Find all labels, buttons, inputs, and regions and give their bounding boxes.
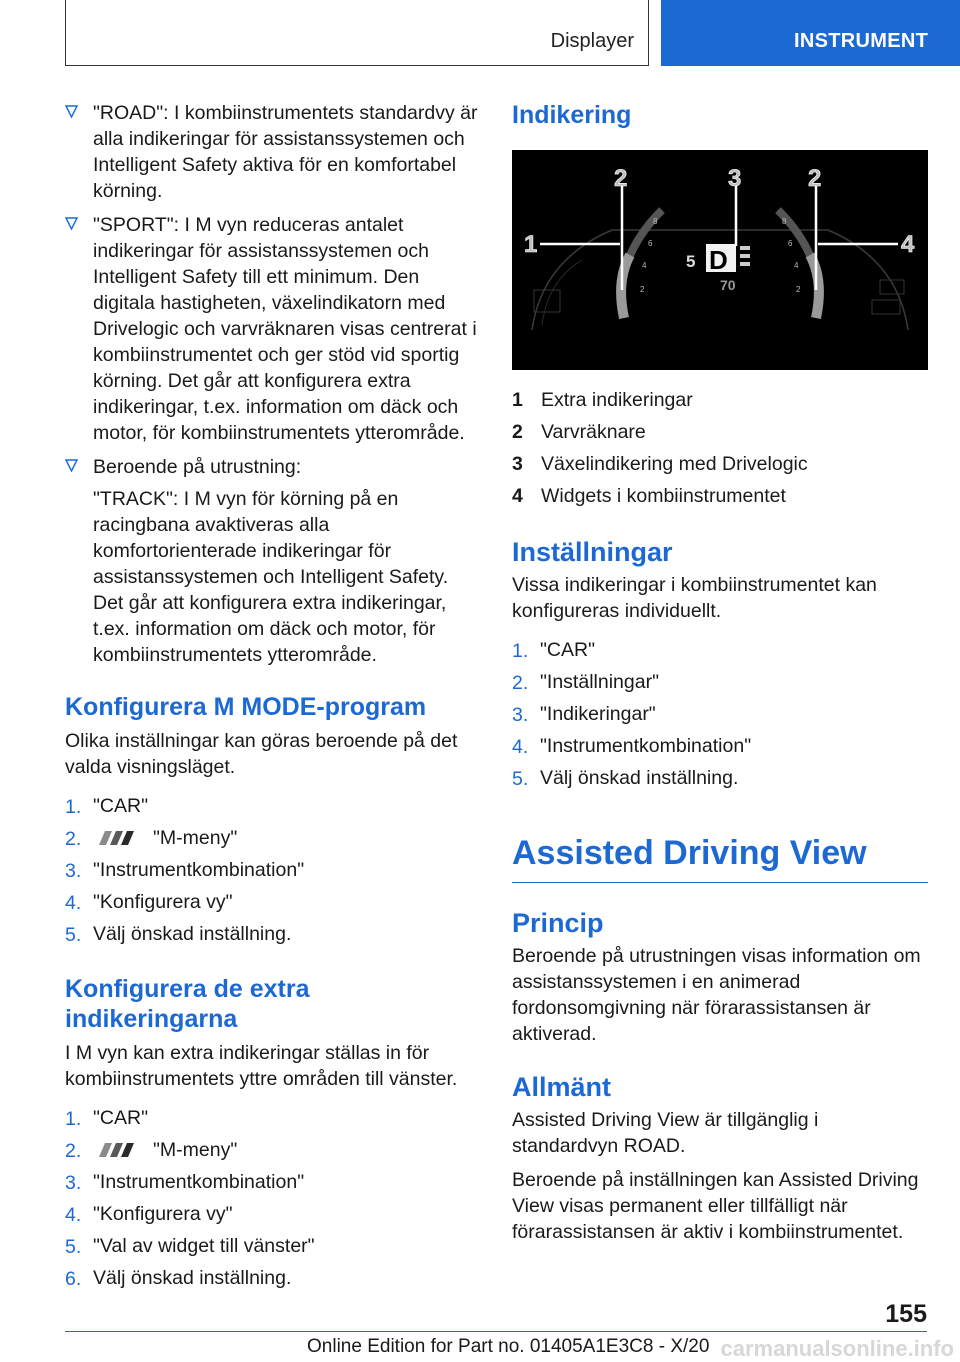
step-item <box>512 698 928 730</box>
section-heading: Konfigurera de extra indikeringarna <box>65 975 310 1033</box>
triangle-bullet-icon <box>65 459 78 472</box>
section-heading: Allmänt <box>512 1072 612 1102</box>
chapter-tab <box>661 0 960 66</box>
callout-label: 2 <box>808 165 822 192</box>
section-text: Beroende på utrustningen visas information om assistanssystemen i en animerad fordonsomgivning när förarassistansen är aktiverad. <box>512 945 921 1045</box>
tach-tick: 6 <box>788 239 793 248</box>
legend-item <box>512 448 928 480</box>
step-text: "Instrumentkombination" <box>540 735 752 757</box>
bullet-item <box>65 454 483 668</box>
tach-tick: 2 <box>796 285 801 294</box>
bullet-text: "SPORT": I M vyn reduceras antalet indikeringar för assistanssystemen och Intelligent Safety till ett minimum. Den digitala hastigheten, växelindikatorn med Drivelogic och varvräknaren visas centrerat i kombiinstrumentet och ger stöd vid sportig körning. Det går att konfigurera extra indikeringar, t.ex. information om däck och motor, för kombiinstrumentets ytterområde. <box>93 214 477 444</box>
step-item <box>65 1134 483 1166</box>
callout-label: 1 <box>524 231 538 258</box>
legend-number: 2 <box>512 421 523 443</box>
step-number: 3. <box>65 1172 82 1194</box>
legend-number: 3 <box>512 453 523 475</box>
section-label: Displayer <box>550 30 634 52</box>
step-number: 4. <box>65 892 82 914</box>
step-text: Välj önskad inställning. <box>93 1267 292 1289</box>
step-text: "Konfigurera vy" <box>93 1203 233 1225</box>
step-list <box>512 634 928 794</box>
step-number: 4. <box>512 736 529 758</box>
step-item <box>65 1102 483 1134</box>
step-text: "CAR" <box>540 639 596 661</box>
m-logo-icon <box>93 830 141 846</box>
bullet-item <box>65 100 483 204</box>
step-text: "Inställningar" <box>540 671 659 693</box>
step-number: 3. <box>512 704 529 726</box>
tach-tick: 8 <box>653 217 658 226</box>
step-number: 1. <box>65 1108 82 1130</box>
callout-label: 2 <box>614 165 628 192</box>
figure-legend <box>512 384 928 512</box>
legend-item <box>512 416 928 448</box>
step-text: "CAR" <box>93 795 149 817</box>
step-item <box>65 1166 483 1198</box>
step-item <box>65 1262 483 1294</box>
step-number: 1. <box>65 796 82 818</box>
left-column <box>65 100 483 1294</box>
section-heading: Inställningar <box>512 537 673 567</box>
step-number: 3. <box>65 860 82 882</box>
triangle-bullet-icon <box>65 217 78 230</box>
step-item <box>512 730 928 762</box>
section-heading: Konfigurera M MODE-program <box>65 693 427 721</box>
callout-label: 4 <box>901 231 915 258</box>
m-logo-icon <box>93 1142 141 1158</box>
legend-text: Växelindikering med Drivelogic <box>541 453 808 475</box>
bullet-text: "ROAD": I kombiinstrumentets standardvy är alla indikeringar för assistanssystemen och Intelligent Safety aktiva för en komfortabel körning. <box>93 102 478 202</box>
bullet-text: Beroende på utrustning: <box>93 456 302 478</box>
tach-tick: 4 <box>642 261 647 270</box>
step-text: "Konfigurera vy" <box>93 891 233 913</box>
step-number: 1. <box>512 640 529 662</box>
step-text: "Indikeringar" <box>540 703 656 725</box>
page-header <box>0 0 960 66</box>
section-tab <box>65 0 649 66</box>
step-item <box>65 1230 483 1262</box>
section-intro: Olika inställningar kan göras beroende på det valda visningsläget. <box>65 730 458 778</box>
step-item <box>512 634 928 666</box>
step-text: "CAR" <box>93 1107 149 1129</box>
cluster-illustration <box>512 150 928 370</box>
bullet-item <box>65 212 483 446</box>
step-list <box>65 1102 483 1294</box>
step-number: 5. <box>65 1236 82 1258</box>
bullet-subtext: "TRACK": I M vyn för körning på en racingbana avaktiveras alla komfortorienterade indikeringar för assistanssystemen och Intelligent Safety. Det går att konfigurera extra indikeringar, t.ex. information om däck och motor, för kombiinstrumentets ytterområde. <box>93 488 449 666</box>
legend-number: 4 <box>512 485 523 507</box>
step-item <box>65 790 483 822</box>
step-number: 2. <box>65 1140 82 1162</box>
step-item <box>65 1198 483 1230</box>
step-text: "Val av widget till vänster" <box>93 1235 315 1257</box>
legend-item <box>512 480 928 512</box>
gear-main: D <box>709 245 728 275</box>
section-heading: Princip <box>512 908 604 938</box>
step-text: "Instrumentkombination" <box>93 859 305 881</box>
tach-tick: 8 <box>782 217 787 226</box>
step-item <box>512 666 928 698</box>
legend-text: Widgets i kombiinstrumentet <box>541 485 786 507</box>
instrument-cluster-figure <box>512 150 928 370</box>
chapter-label: INSTRUMENT <box>794 30 929 52</box>
legend-number: 1 <box>512 389 523 411</box>
section-text: Assisted Driving View är tillgänglig i standardvyn ROAD. <box>512 1109 819 1157</box>
step-item <box>512 762 928 794</box>
right-column <box>512 100 928 1253</box>
step-text: Välj önskad inställning. <box>540 767 739 789</box>
step-item <box>65 854 483 886</box>
gear-prev: 5 <box>686 252 696 271</box>
step-text: "M-meny" <box>153 827 238 849</box>
step-number: 5. <box>512 768 529 790</box>
step-text: "Instrumentkombination" <box>93 1171 305 1193</box>
callout-label: 3 <box>728 165 742 192</box>
page-number: 155 <box>885 1300 927 1328</box>
step-list <box>65 790 483 950</box>
legend-text: Extra indikeringar <box>541 389 693 411</box>
step-text: "M-meny" <box>153 1139 238 1161</box>
section-heading: Indikering <box>512 101 632 129</box>
step-number: 2. <box>512 672 529 694</box>
tach-tick: 4 <box>794 261 799 270</box>
section-text: Beroende på inställningen kan Assisted Driving View visas permanent eller tillfälligt när förarassistansen är aktiv i kombiinstrumentet. <box>512 1169 919 1243</box>
step-item <box>65 822 483 854</box>
tach-tick: 2 <box>640 285 645 294</box>
legend-text: Varvräknare <box>541 421 646 443</box>
step-item <box>65 886 483 918</box>
section-intro: Vissa indikeringar i kombiinstrumentet kan konfigureras individuellt. <box>512 574 877 622</box>
legend-item <box>512 384 928 416</box>
section-intro: I M vyn kan extra indikeringar ställas in för kombiinstrumentets yttre områden till vänster. <box>65 1042 458 1090</box>
step-item <box>65 918 483 950</box>
footer-divider <box>65 1331 927 1332</box>
step-number: 6. <box>65 1268 82 1290</box>
chapter-heading: Assisted Driving View <box>512 832 928 883</box>
step-number: 5. <box>65 924 82 946</box>
step-number: 2. <box>65 828 82 850</box>
step-text: Välj önskad inställning. <box>93 923 292 945</box>
speed-readout: 70 <box>720 277 736 293</box>
edition-note: Online Edition for Part no. 01405A1E3C8 - X/20 <box>307 1336 710 1357</box>
step-number: 4. <box>65 1204 82 1226</box>
watermark: carmanualsonline.info <box>720 1336 954 1361</box>
triangle-bullet-icon <box>65 105 78 118</box>
tach-tick: 6 <box>648 239 653 248</box>
